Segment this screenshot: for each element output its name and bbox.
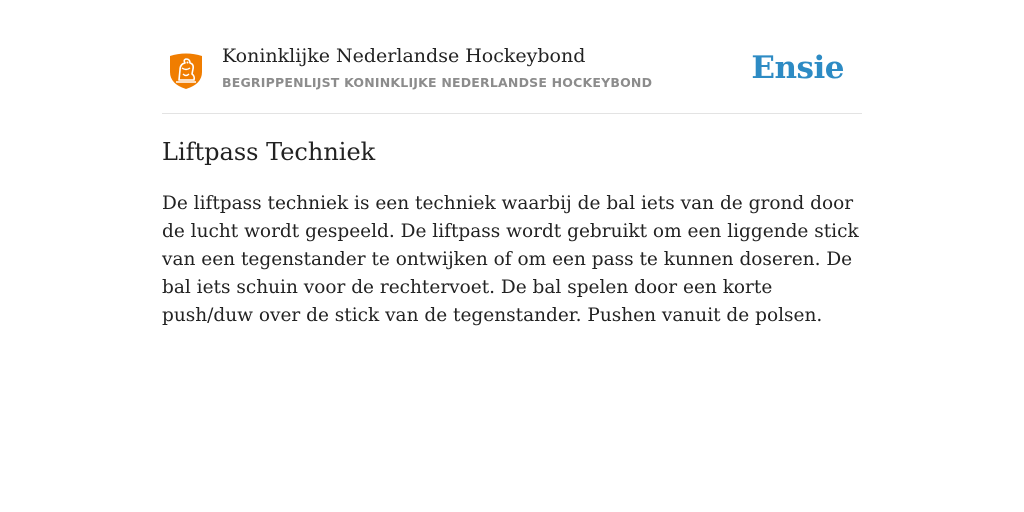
ensie-brand-link[interactable]: Ensie [751,50,844,86]
term-title: Liftpass Techniek [162,138,376,166]
page-container [162,0,862,330]
knhb-lion-shield-icon [168,52,204,90]
term-definition: De liftpass techniek is een techniek waarbij de bal iets van de grond door de lucht wordt gespeeld. De liftpass wordt gebruikt om een liggende stick van een tegenstander te ontwijken of om een pass te kunnen doseren. De bal iets schuin voor de rechtervoet. De bal spelen door een korte push/duw over de stick van de tegenstander. Pushen vanuit de polsen. [162,193,859,326]
organization-name: Koninklijke Nederlandse Hockeybond [222,45,586,67]
glossary-subtitle: BEGRIPPENLIJST KONINKLIJKE NEDERLANDSE HOCKEYBOND [222,75,653,90]
page-header [162,0,862,114]
